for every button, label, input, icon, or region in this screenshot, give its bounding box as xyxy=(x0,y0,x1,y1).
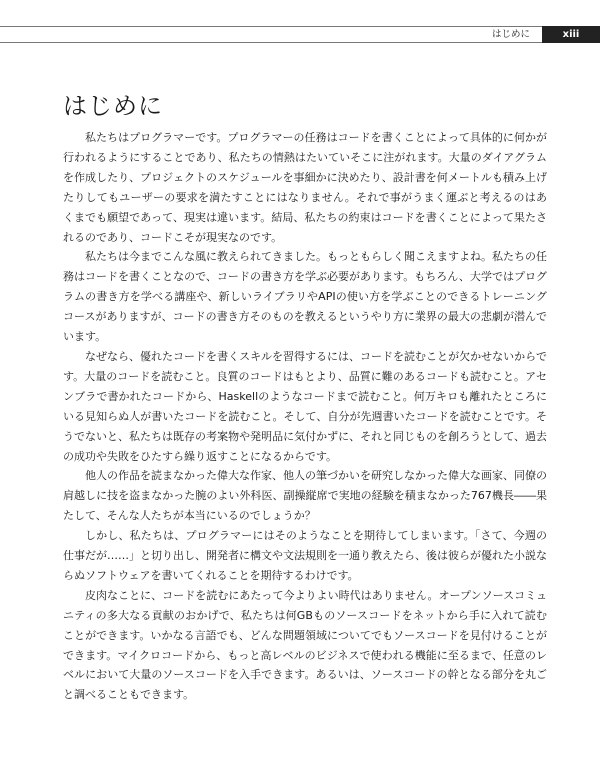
chapter-title: はじめに xyxy=(63,92,163,120)
paragraph: 私たちはプログラマーです。プログラマーの任務はコードを書くことによって具体的に何かが行われるようにすることであり、私たちの情熱はたいていそこに注がれます。大量のダイアグラムを作成したり、プロジェクトのスケジュールを事細かに決めたり、設計書を何メートルも積み上げたりしてもユーザーの要求を満たすことにはなりません。それで事がうまく運ぶと考えるのはあくまでも願望であって、現実は違います。結局、私たちの約束はコードを書くことによって果たされるのであり、コードこそが現実なのです。 xyxy=(63,131,547,244)
header-bar xyxy=(0,26,600,43)
body-text xyxy=(63,128,547,705)
paragraph: しかし、私たちは、プログラマーにはそのようなことを期待してしまいます。「さて、今週の仕事だが……」と切り出し、開発者に構文や文法規則を一通り教えたら、後は彼らが優れた小説ならぬソフトウェアを書いてくれることを期待するわけです。 xyxy=(63,529,547,582)
paragraph: 私たちは今までこんな風に教えられてきました。もっともらしく聞こえますよね。私たちの任務はコードを書くことなので、コードの書き方を学ぶ必要があります。もちろん、大学ではプログラムの書き方を学べる講座や、新しいライブラリやAPIの使い方を学ぶことのできるトレーニングコースがありますが、コードの書き方そのものを教えるというやり方に業界の最大の悲劇が潜んでいます。 xyxy=(63,250,547,344)
page-number: xiii xyxy=(542,26,600,43)
running-head: はじめに xyxy=(491,29,530,40)
paragraph: 他人の作品を読まなかった偉大な作家、他人の筆づかいを研究しなかった偉大な画家、同僚の肩越しに技を盗まなかった腕のよい外科医、副操縦席で実地の経験を積まなかった767機長――果たして、そんな人たちが本当にいるのでしょうか？ xyxy=(63,469,547,523)
paragraph: 皮肉なことに、コードを読むにあたって今よりよい時代はありません。オープンソースコミュニティの多大なる貢献のおかげで、私たちは何GBものソースコードをネットから手に入れて読むことができます。いかなる言語でも、どんな問題領域についてでもソースコードを見付けることができます。マイクロコードから、もっと高レベルのビジネスで使われる機能に至るまで、任意のレベルにおいて大量のソースコードを入手できます。あるいは、ソースコードの幹となる部分を丸ごと調べることもできます。 xyxy=(63,588,547,702)
paragraph: なぜなら、優れたコードを書くスキルを習得するには、コードを読むことが欠かせないからです。大量のコードを読むこと。良質のコードはもとより、品質に難のあるコードも読むこと。アセンブラで書かれたコードから、Haskellのようなコードまで読むこと。何万キロも離れたところにいる見知らぬ人が書いたコードを読むこと。そして、自分が先週書いたコードを読むことです。そうでないと、私たちは既存の考案物や発明品に気付かずに、それと同じものを創ろうとして、過去の成功や失敗をひたすら繰り返すことになるからです。 xyxy=(63,349,547,463)
